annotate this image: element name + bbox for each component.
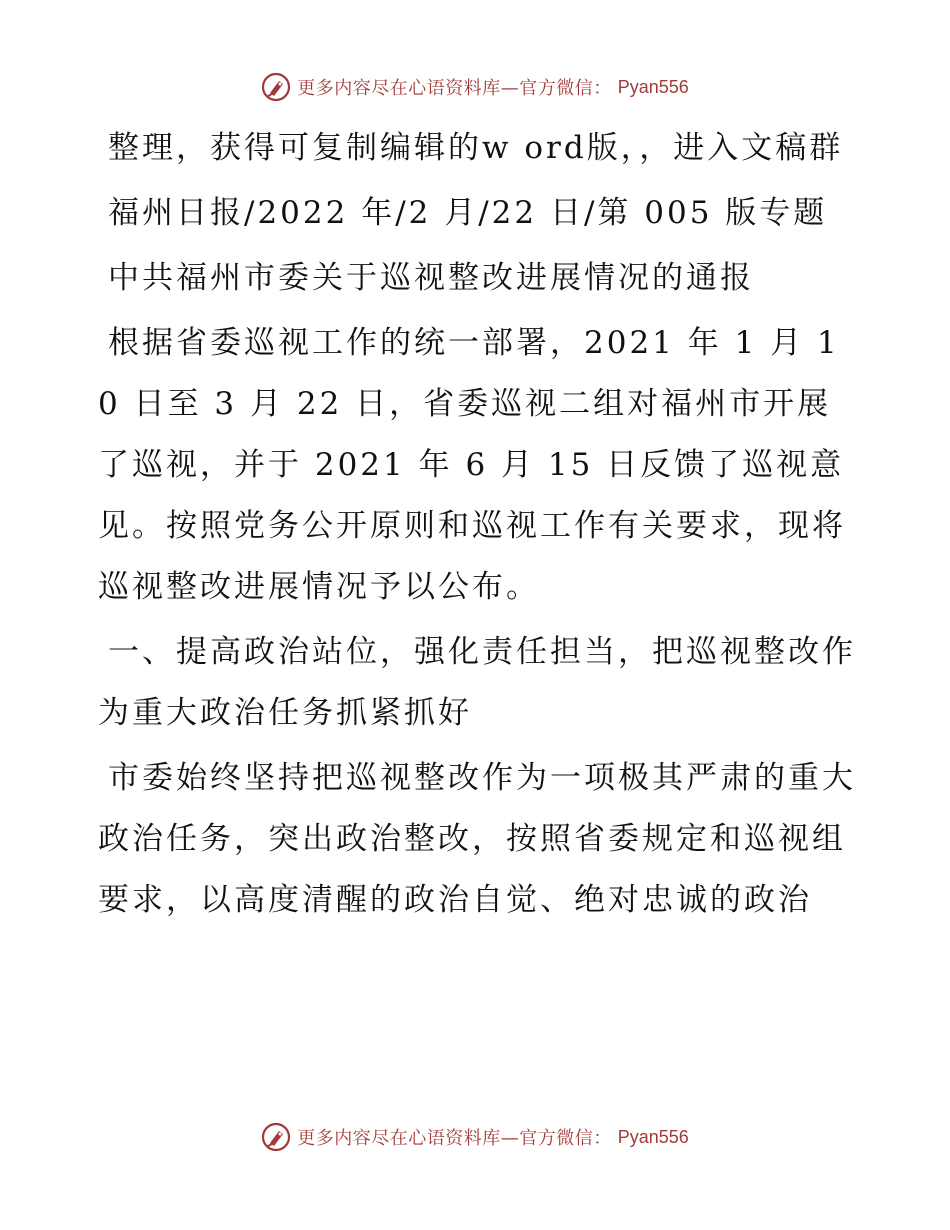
banner-text: 更多内容尽在心语资料库—官方微信： <box>297 78 612 99</box>
section-heading: 一、提高政治站位，强化责任担当，把巡视整改作为重大政治任务抓紧抓好 <box>98 634 856 731</box>
banner-text: 更多内容尽在心语资料库—官方微信： <box>297 1128 612 1149</box>
wechat-id: Pyan556 <box>617 1126 689 1147</box>
footer-banner <box>0 1122 950 1152</box>
body-paragraph: 市委始终坚持把巡视整改作为一项极其严肃的重大政治任务，突出政治整改，按照省委规定和巡视组要求，以高度清醒的政治自觉、绝对忠诚的政治 <box>98 760 856 918</box>
intro-paragraph: 整理，获得可复制编辑的w ord版，，进入文稿群 <box>108 130 844 166</box>
body-paragraph: 根据省委巡视工作的统一部署，2021 年 1 月 10 日至 3 月 22 日，省委巡视二组对福州市开展了巡视，并于 2021 年 6 月 15 日反馈了巡视意见。按照党务公开原则和巡视工作有关要求，现将巡视整改进展情况予以公布。 <box>98 325 846 605</box>
wechat-id: Pyan556 <box>617 76 689 97</box>
header-banner <box>0 72 950 102</box>
source-line: 福州日报/2022 年/2 月/22 日/第 005 版专题 <box>108 195 828 231</box>
document-title: 中共福州市委关于巡视整改进展情况的通报 <box>108 260 754 296</box>
document-body <box>98 118 858 931</box>
pen-nib-logo-icon <box>261 72 291 102</box>
pen-nib-logo-icon <box>261 1122 291 1152</box>
